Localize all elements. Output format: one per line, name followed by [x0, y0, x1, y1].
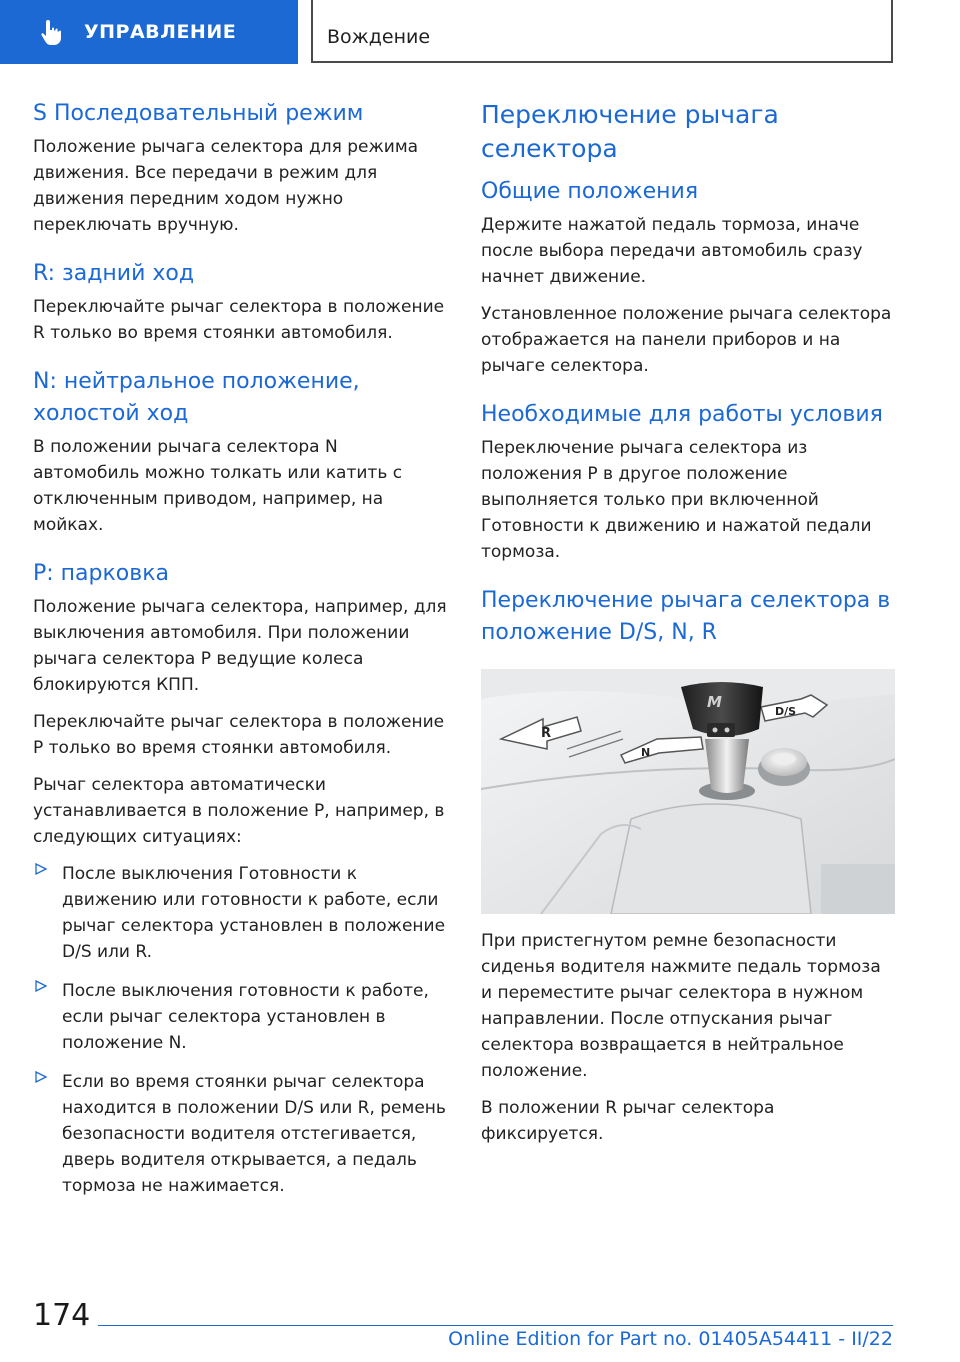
section-conditions — [481, 399, 895, 565]
list-item: После выключения готовности к работе, если рычаг селектора установлен в положение N. — [33, 978, 447, 1056]
svg-text:R: R — [541, 726, 552, 741]
p-mode-text-2: Переключайте рычаг селектора в положение P только во время стоянки автомобиля. — [33, 712, 445, 758]
p-mode-bullets — [33, 861, 447, 1199]
triangle-bullet-icon — [35, 980, 47, 992]
chapter-title: Вождение — [327, 26, 431, 48]
r-mode-title: R: задний ход — [33, 261, 195, 286]
section-label: УПРАВЛЕНИЕ — [84, 21, 237, 43]
section-s-mode — [33, 98, 447, 238]
r-mode-text: Переключайте рычаг селектора в положение R только во время стоянки автомобиля. — [33, 297, 445, 343]
footer-edition: Online Edition for Part no. 01405A54411 - II/22 — [448, 1328, 893, 1350]
right-column — [481, 98, 895, 1167]
footer-divider — [98, 1325, 893, 1326]
chapter-header — [311, 0, 893, 63]
shift-title: Переключение рычага селектора в положение D/S, N, R — [481, 588, 891, 645]
s-mode-text: Положение рычага селектора для режима движения. Все передачи в режим для движения передним ходом нужно переключать вручную. — [33, 137, 419, 235]
section-r-mode — [33, 258, 447, 346]
section-general — [481, 176, 895, 379]
svg-text:D/S: D/S — [775, 705, 797, 718]
section-tab[interactable] — [0, 0, 298, 64]
p-mode-title: P: парковка — [33, 561, 169, 586]
shift-text-1: При пристегнутом ремне безопасности сиденья водителя нажмите педаль тормоза и переместите рычаг селектора в нужном направлении. После отпускания рычаг селектора возвращается в нейтральное положение. — [481, 931, 881, 1081]
list-item: Если во время стоянки рычаг селектора находится в положении D/S или R, ремень безопасности водителя отстегивается, дверь водителя открывается, а педаль тормоза не нажимается. — [33, 1069, 447, 1199]
general-text-1: Держите нажатой педаль тормоза, иначе после выбора передачи автомобиль сразу начнет движение. — [481, 215, 863, 287]
n-mode-text: В положении рычага селектора N автомобиль можно толкать или катить с отключенным приводом, например, на мойках. — [33, 437, 403, 535]
p-mode-text-3: Рычаг селектора автоматически устанавливается в положение P, например, в следующих ситуациях: — [33, 775, 445, 847]
triangle-bullet-icon — [35, 1071, 47, 1083]
triangle-bullet-icon — [35, 863, 47, 875]
conditions-title: Необходимые для работы условия — [481, 402, 883, 427]
conditions-text: Переключение рычага селектора из положения P в другое положение выполняется только при включенной Готовности к движению и нажатой педали тормоза. — [481, 438, 872, 562]
page-number: 174 — [33, 1298, 91, 1333]
section-p-mode — [33, 558, 447, 1199]
main-title: Переключение рычага селектора — [481, 100, 779, 163]
general-text-2: Установленное положение рычага селектора отображается на панели приборов и на рычаге селектора. — [481, 304, 892, 376]
left-column — [33, 98, 447, 1219]
section-shift — [481, 585, 895, 1147]
s-mode-title: S Последовательный режим — [33, 101, 364, 126]
gear-selector-photo — [481, 669, 895, 914]
p-mode-text-1: Положение рычага селектора, например, для выключения автомобиля. При положении рычага селектора P ведущие колеса блокируются КПП. — [33, 597, 447, 695]
svg-text:N: N — [641, 746, 651, 759]
shift-text-2: В положении R рычаг селектора фиксируется. — [481, 1098, 775, 1144]
svg-text:M: M — [707, 693, 722, 711]
section-n-mode — [33, 366, 447, 538]
hand-pointer-icon — [36, 17, 66, 47]
list-item: После выключения Готовности к движению или готовности к работе, если рычаг селектора установлен в положение D/S или R. — [33, 861, 447, 965]
n-mode-title: N: нейтральное положение, холостой ход — [33, 369, 360, 426]
general-title: Общие положения — [481, 179, 699, 204]
